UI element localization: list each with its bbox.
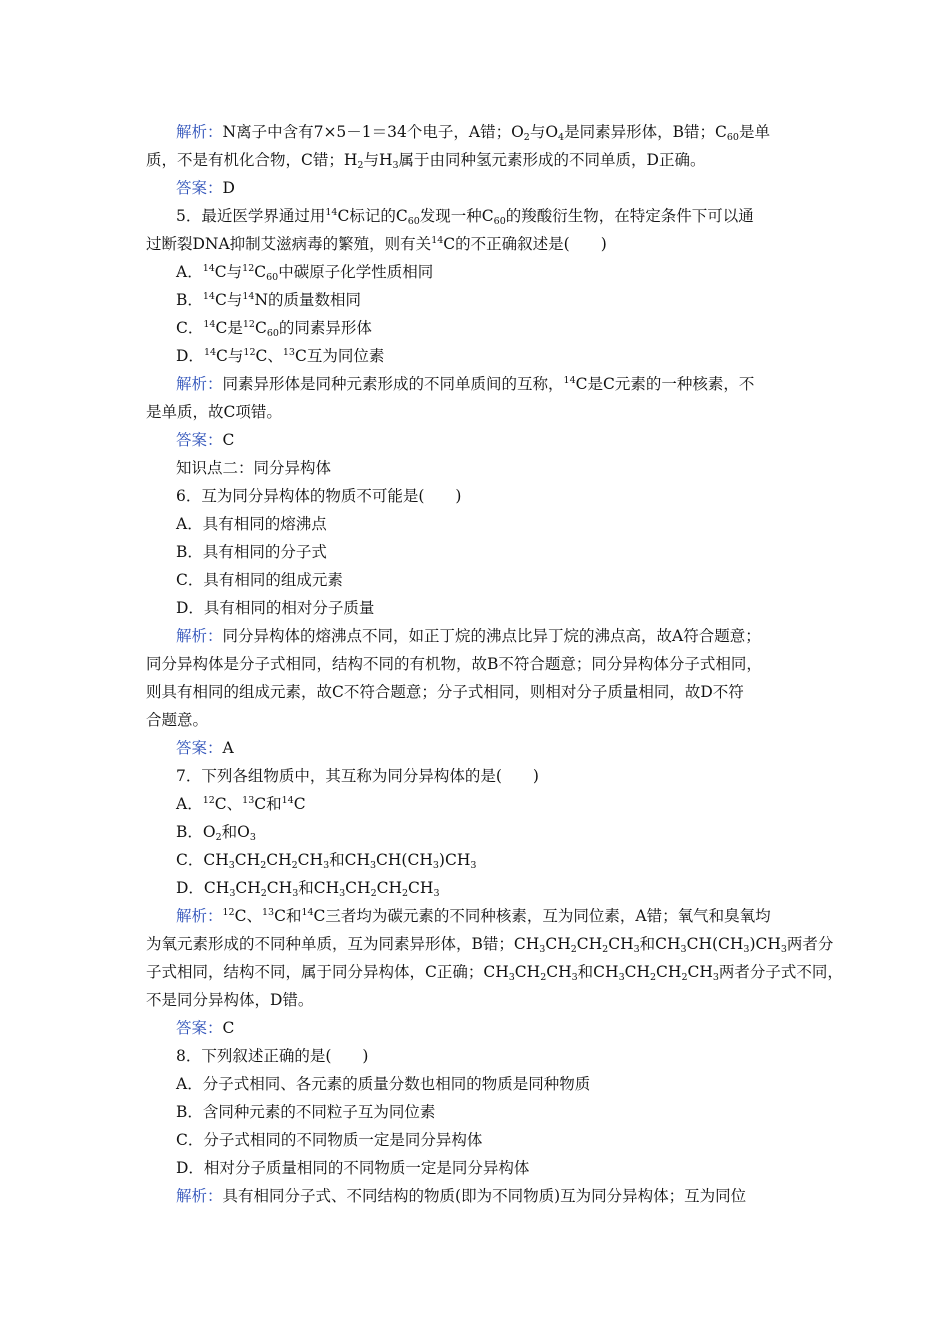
subscript: 2: [523, 132, 530, 143]
subscript: 3: [292, 888, 299, 899]
superscript: 14: [301, 907, 314, 918]
subscript: 3: [680, 944, 687, 955]
subscript: 3: [228, 860, 235, 871]
text-run: 和O: [221, 823, 250, 841]
text-run: C标记的C: [337, 207, 408, 225]
text-run: C、: [234, 907, 262, 925]
subscript: 2: [357, 160, 364, 171]
subscript: 2: [215, 832, 222, 843]
text-run: CH: [514, 963, 541, 981]
text-run: 的同素异形体: [278, 319, 372, 337]
subscript: 3: [712, 972, 719, 983]
section-heading: 知识点二：同分异构体: [176, 459, 332, 477]
q8-option-a: A．分子式相同、各元素的质量分数也相同的物质是同种物质: [176, 1075, 591, 1093]
superscript: 12: [222, 907, 235, 918]
q8-option-c: C．分子式相同的不同物质一定是同分异构体: [176, 1131, 483, 1149]
superscript: 12: [243, 347, 256, 358]
q5-option-c: [176, 314, 818, 342]
answer-label: 答案：: [176, 1019, 223, 1037]
text-run: 是同素异形体，B错；C: [564, 123, 727, 141]
q6-analysis-line-2: 同分异构体是分子式相同，结构不同的有机物，故B不符合题意；同分异构体分子式相同，: [146, 655, 762, 673]
text-run: )CH: [438, 851, 471, 869]
q8-stem: 8．下列叙述正确的是( ): [176, 1047, 369, 1065]
text-run: C: [254, 319, 267, 337]
q6-option-b: B．具有相同的分子式: [176, 543, 327, 561]
subscript: 3: [539, 944, 546, 955]
q6-option-a: A．具有相同的熔沸点: [176, 515, 327, 533]
subscript: 3: [249, 832, 256, 843]
text-run: C: [293, 795, 306, 813]
text-run: 具有相同分子式、不同结构的物质(即为不同物质)互为同分异构体；互为同位: [222, 1187, 747, 1205]
text-run: 与O: [529, 123, 559, 141]
text-run: D．CH: [176, 879, 230, 897]
text-run: 和CH: [639, 935, 681, 953]
q7-option-d: [176, 874, 818, 902]
subscript: 60: [726, 132, 739, 143]
superscript: 14: [242, 291, 255, 302]
answer-label: 答案：: [176, 179, 223, 197]
text-run: CH(CH: [376, 851, 433, 869]
text-run: C、: [214, 795, 243, 813]
text-run: D．: [176, 347, 204, 365]
subscript: 3: [370, 860, 377, 871]
q5-stem-line-2: [146, 230, 818, 258]
q5-analysis-line-1: [176, 370, 818, 398]
text-run: C、: [255, 347, 283, 365]
subscript: 4: [558, 132, 565, 143]
text-run: N离子中含有7×5－1＝34个电子，A错；O: [222, 123, 524, 141]
q5-option-d: [176, 342, 818, 370]
subscript: 2: [291, 860, 298, 871]
text-run: 子式相同，结构不同，属于同分异构体，C正确；CH: [146, 963, 509, 981]
q6-answer: [176, 734, 818, 762]
q6-stem: 6．互为同分异构体的物质不可能是( ): [176, 487, 462, 505]
text-run: 的羧酸衍生物，在特定条件下可以通: [505, 207, 754, 225]
analysis-label: 解析：: [176, 907, 223, 925]
text-run: 和CH: [298, 879, 340, 897]
q8-option-d: D．相对分子质量相同的不同物质一定是同分异构体: [176, 1159, 530, 1177]
subscript: 2: [540, 972, 547, 983]
text-run: 和CH: [577, 963, 619, 981]
q6-analysis-line-1: [176, 622, 818, 650]
text-run: C是C元素的一种核素，不: [575, 375, 755, 393]
q5-analysis-line-2: [146, 398, 818, 426]
subscript: 3: [470, 860, 477, 871]
subscript: 3: [323, 860, 330, 871]
superscript: 13: [282, 347, 295, 358]
subscript: 60: [407, 216, 420, 227]
q7-option-a: [176, 790, 818, 818]
superscript: 14: [563, 375, 576, 386]
superscript: 12: [202, 795, 215, 806]
subscript: 3: [229, 888, 236, 899]
superscript: 14: [203, 319, 216, 330]
text-run: CH: [546, 963, 572, 981]
q6-option-c: C．具有相同的组成元素: [176, 571, 343, 589]
q7-stem: 7．下列各组物质中，其互称为同分异构体的是( ): [176, 767, 539, 785]
q7-option-b: [176, 818, 818, 846]
text-run: CH: [545, 935, 571, 953]
subscript: 3: [339, 888, 346, 899]
superscript: 14: [431, 235, 444, 246]
text-run: 两者分子式不同，: [718, 963, 843, 981]
q6-analysis-line-3: 则具有相同的组成元素，故C不符合题意；分子式相同，则相对分子质量相同，故D不符: [146, 683, 744, 701]
text-run: )CH: [749, 935, 781, 953]
superscript: 14: [281, 795, 294, 806]
analysis-label: 解析：: [176, 627, 223, 645]
subscript: 3: [432, 860, 439, 871]
superscript: 14: [325, 207, 338, 218]
text-run: CH: [408, 879, 434, 897]
text-run: CH: [266, 879, 293, 897]
q6-option-d: D．具有相同的相对分子质量: [176, 599, 375, 617]
q7-analysis-line-1: [176, 902, 818, 930]
q6-analysis-line-4: 合题意。: [146, 711, 209, 729]
subscript: 2: [650, 972, 657, 983]
q4-analysis-line-1: [176, 118, 818, 146]
q7-answer: [176, 1014, 818, 1042]
superscript: 13: [261, 907, 275, 918]
text-run: B．O: [176, 823, 216, 841]
text-run: 是单: [738, 123, 770, 141]
text-run: CH: [376, 879, 402, 897]
text-run: 是单质，故C项错。: [146, 403, 282, 421]
subscript: 3: [571, 972, 578, 983]
superscript: 14: [203, 347, 217, 358]
subscript: 3: [392, 160, 399, 171]
text-run: CH: [234, 851, 261, 869]
subscript: 60: [266, 328, 279, 339]
analysis-label: 解析：: [176, 1187, 223, 1205]
text-run: CH: [266, 851, 292, 869]
text-run: C: [222, 431, 235, 449]
text-run: CH: [687, 963, 713, 981]
text-run: C三者均为碳元素的不同种核素，互为同位素，A错；氧气和臭氧均: [313, 907, 771, 925]
text-run: 过断裂DNA抑制艾滋病毒的繁殖，则有关: [146, 235, 432, 253]
text-run: N的质量数相同: [254, 291, 362, 309]
text-run: 同素异形体是同种元素形成的不同单质间的互称，: [222, 375, 564, 393]
subscript: 60: [266, 272, 279, 283]
text-run: CH: [345, 879, 371, 897]
text-run: CH: [235, 879, 261, 897]
q4-answer: [176, 174, 818, 202]
superscript: 12: [242, 263, 255, 274]
text-run: C是: [215, 319, 243, 337]
q5-answer: [176, 426, 818, 454]
superscript: 13: [242, 795, 255, 806]
text-run: 和CH: [329, 851, 370, 869]
text-run: C互为同位素: [294, 347, 385, 365]
text-run: C与: [216, 347, 244, 365]
subscript: 3: [508, 972, 515, 983]
subscript: 3: [433, 888, 440, 899]
text-run: C与: [214, 263, 243, 281]
text-run: CH: [624, 963, 650, 981]
q5-stem-line-1: [176, 202, 818, 230]
subscript: 2: [260, 888, 267, 899]
analysis-label: 解析：: [176, 375, 223, 393]
superscript: 14: [202, 291, 215, 302]
subscript: 2: [681, 972, 688, 983]
subscript: 3: [633, 944, 640, 955]
text-run: A: [222, 739, 234, 757]
answer-label: 答案：: [176, 431, 223, 449]
q7-analysis-line-2: [146, 930, 834, 958]
superscript: 14: [202, 263, 215, 274]
superscript: 12: [242, 319, 255, 330]
text-run: CH: [576, 935, 603, 953]
subscript: 2: [260, 860, 267, 871]
q7-option-c: [176, 846, 818, 874]
text-run: C与: [214, 291, 243, 309]
subscript: 2: [602, 944, 609, 955]
text-run: 同分异构体的熔沸点不同，如正丁烷的沸点比异丁烷的沸点高，故A符合题意；: [222, 627, 761, 645]
text-run: D: [222, 179, 235, 197]
q5-option-a: [176, 258, 818, 286]
text-run: B．: [176, 291, 203, 309]
subscript: 3: [618, 972, 625, 983]
text-run: 中碳原子化学性质相同: [278, 263, 434, 281]
q7-analysis-line-3: [146, 958, 843, 986]
subscript: 60: [493, 216, 506, 227]
subscript: 2: [570, 944, 577, 955]
text-run: C和: [254, 795, 282, 813]
text-run: 发现一种C: [419, 207, 494, 225]
text-run: 两者分: [786, 935, 834, 953]
text-run: CH(CH: [686, 935, 744, 953]
text-run: C: [222, 1019, 235, 1037]
subscript: 2: [370, 888, 377, 899]
text-run: A．: [176, 263, 203, 281]
subscript: 3: [780, 944, 787, 955]
q4-analysis-line-2: [146, 146, 818, 174]
text-run: 属于由同种氢元素形成的不同单质，D正确。: [398, 151, 706, 169]
text-run: C的不正确叙述是( ): [443, 235, 607, 253]
analysis-label: 解析：: [176, 123, 223, 141]
q8-analysis-line-1: [176, 1182, 818, 1210]
text-run: 与H: [363, 151, 393, 169]
text-run: 5．最近医学界通过用: [176, 207, 326, 225]
text-run: A．: [176, 795, 203, 813]
text-run: CH: [608, 935, 634, 953]
text-run: C．CH: [176, 851, 229, 869]
q5-option-b: [176, 286, 818, 314]
answer-label: 答案：: [176, 739, 223, 757]
text-run: CH: [297, 851, 324, 869]
text-run: C: [254, 263, 267, 281]
text-run: 为氧元素形成的不同种单质，互为同素异形体，B错；CH: [146, 935, 540, 953]
subscript: 3: [743, 944, 750, 955]
q8-option-b: B．含同种元素的不同粒子互为同位素: [176, 1103, 436, 1121]
text-run: C和: [274, 907, 302, 925]
subscript: 2: [402, 888, 409, 899]
q7-analysis-line-4: 不是同分异构体，D错。: [146, 991, 314, 1009]
text-run: C．: [176, 319, 204, 337]
text-run: CH: [656, 963, 682, 981]
text-run: 质，不是有机化合物，C错；H: [146, 151, 358, 169]
